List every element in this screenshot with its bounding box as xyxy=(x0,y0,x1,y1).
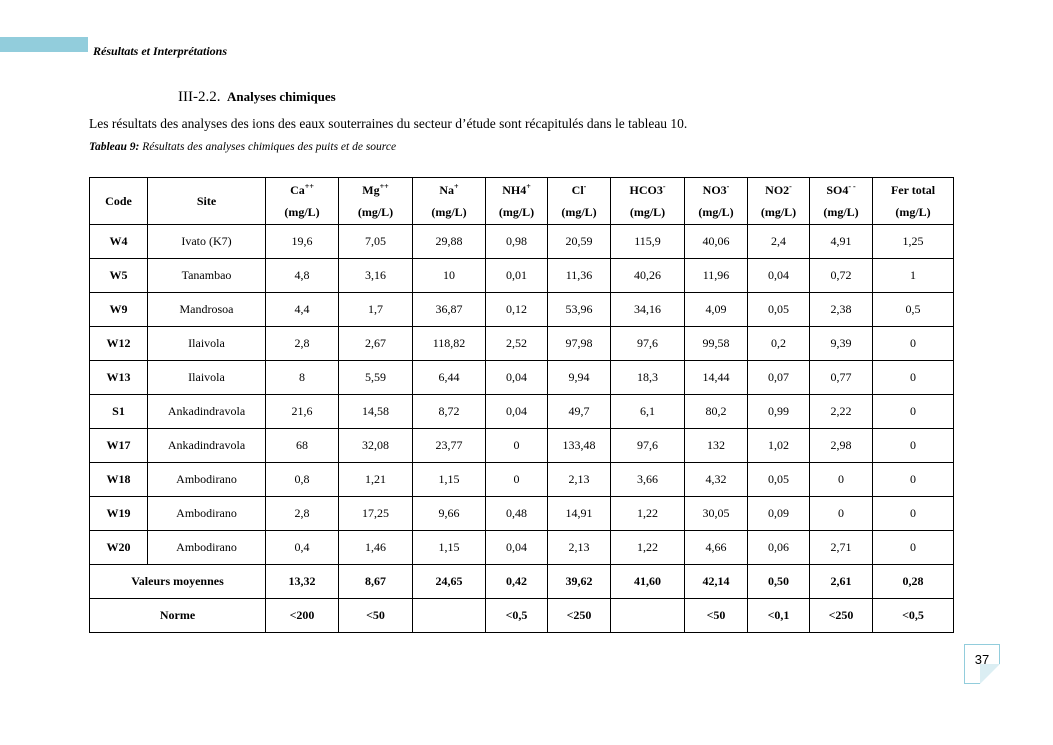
summary-value: 24,65 xyxy=(413,565,486,599)
cell-value: 3,16 xyxy=(339,259,413,293)
cell-value: 115,9 xyxy=(611,225,685,259)
caption-text: Résultats des analyses chimiques des puits et de source xyxy=(142,141,397,153)
cell-value: 0 xyxy=(873,497,954,531)
ion-name xyxy=(748,179,809,201)
cell-site: Ambodirano xyxy=(148,463,266,497)
header-ion xyxy=(266,178,339,225)
cell-value: 14,58 xyxy=(339,395,413,429)
cell-site: Ambodirano xyxy=(148,531,266,565)
summary-value: <0,5 xyxy=(486,599,548,633)
table-row xyxy=(90,361,954,395)
cell-value: 17,25 xyxy=(339,497,413,531)
page-number-box xyxy=(964,644,1000,684)
cell-value: 0 xyxy=(873,395,954,429)
ion-name xyxy=(611,179,684,201)
ion-symbol: NO2 xyxy=(765,183,790,197)
cell-value: 4,8 xyxy=(266,259,339,293)
ion-charge: ++ xyxy=(304,182,314,191)
cell-value: 2,13 xyxy=(548,531,611,565)
ion-charge: ++ xyxy=(379,182,389,191)
cell-value: 0 xyxy=(873,463,954,497)
summary-value: 41,60 xyxy=(611,565,685,599)
cell-value: 2,8 xyxy=(266,497,339,531)
ion-symbol: NO3 xyxy=(702,183,727,197)
summary-value: <0,1 xyxy=(748,599,810,633)
cell-value: 2,22 xyxy=(810,395,873,429)
cell-value: 1,25 xyxy=(873,225,954,259)
ion-charge: + xyxy=(454,182,459,191)
cell-value: 0,4 xyxy=(266,531,339,565)
cell-value: 21,6 xyxy=(266,395,339,429)
cell-value: 0,48 xyxy=(486,497,548,531)
table-row xyxy=(90,395,954,429)
ion-unit: (mg/L) xyxy=(823,205,859,219)
ion-unit: (mg/L) xyxy=(895,205,931,219)
ion-symbol: Mg xyxy=(362,183,380,197)
cell-value: 36,87 xyxy=(413,293,486,327)
cell-value: 0 xyxy=(873,361,954,395)
table-row xyxy=(90,327,954,361)
cell-value: 29,88 xyxy=(413,225,486,259)
ion-charge: - xyxy=(583,182,587,191)
cell-value: 68 xyxy=(266,429,339,463)
cell-value: 0 xyxy=(873,531,954,565)
cell-value: 0,98 xyxy=(486,225,548,259)
cell-value: 0 xyxy=(486,463,548,497)
summary-label: Valeurs moyennes xyxy=(90,565,266,599)
table-row xyxy=(90,293,954,327)
table-row xyxy=(90,259,954,293)
cell-value: 1,21 xyxy=(339,463,413,497)
ion-name xyxy=(266,179,338,201)
cell-value: 0,05 xyxy=(748,293,810,327)
cell-value: 1,15 xyxy=(413,463,486,497)
cell-value: 0,04 xyxy=(748,259,810,293)
cell-value: 1,02 xyxy=(748,429,810,463)
header-ion xyxy=(611,178,685,225)
cell-value: 32,08 xyxy=(339,429,413,463)
header-accent-bar xyxy=(0,37,88,52)
summary-value: 0,50 xyxy=(748,565,810,599)
summary-value: 0,42 xyxy=(486,565,548,599)
ion-unit: (mg/L) xyxy=(760,205,797,219)
header-ion xyxy=(685,178,748,225)
analysis-table xyxy=(89,177,954,633)
section-number: III-2.2. xyxy=(178,89,221,105)
cell-code: W13 xyxy=(90,361,148,395)
cell-value: 118,82 xyxy=(413,327,486,361)
ion-symbol: Cl xyxy=(571,183,584,197)
cell-site: Tanambao xyxy=(148,259,266,293)
cell-value: 40,06 xyxy=(685,225,748,259)
cell-value: 0 xyxy=(873,429,954,463)
table-row xyxy=(90,497,954,531)
cell-value: 2,8 xyxy=(266,327,339,361)
cell-value: 0,72 xyxy=(810,259,873,293)
ion-charge: - xyxy=(662,182,666,191)
summary-value: <250 xyxy=(810,599,873,633)
ion-symbol: Na xyxy=(439,183,455,197)
ion-name xyxy=(873,179,953,201)
cell-value: 2,67 xyxy=(339,327,413,361)
cell-code: W9 xyxy=(90,293,148,327)
cell-value: 0,07 xyxy=(748,361,810,395)
summary-label: Norme xyxy=(90,599,266,633)
ion-name xyxy=(810,179,872,201)
cell-code: W4 xyxy=(90,225,148,259)
ion-unit: (mg/L) xyxy=(498,205,535,219)
ion-symbol: Fer total xyxy=(890,183,936,197)
cell-value: 1,22 xyxy=(611,497,685,531)
summary-value: <50 xyxy=(685,599,748,633)
cell-value: 97,6 xyxy=(611,429,685,463)
cell-value: 80,2 xyxy=(685,395,748,429)
cell-value: 2,71 xyxy=(810,531,873,565)
cell-site: Ankadindravola xyxy=(148,395,266,429)
cell-value: 0,04 xyxy=(486,361,548,395)
cell-value: 0 xyxy=(810,463,873,497)
cell-site: Ankadindravola xyxy=(148,429,266,463)
cell-value: 14,91 xyxy=(548,497,611,531)
summary-row xyxy=(90,599,954,633)
table-caption xyxy=(89,141,396,153)
cell-value: 30,05 xyxy=(685,497,748,531)
header-ion xyxy=(748,178,810,225)
ion-unit: (mg/L) xyxy=(357,205,394,219)
cell-code: S1 xyxy=(90,395,148,429)
cell-value: 7,05 xyxy=(339,225,413,259)
ion-unit: (mg/L) xyxy=(561,205,597,219)
summary-row xyxy=(90,565,954,599)
ion-symbol: HCO3 xyxy=(629,183,663,197)
cell-site: Ambodirano xyxy=(148,497,266,531)
cell-value: 11,96 xyxy=(685,259,748,293)
cell-code: W17 xyxy=(90,429,148,463)
cell-value: 4,09 xyxy=(685,293,748,327)
cell-value: 0 xyxy=(810,497,873,531)
header-code: Code xyxy=(90,178,148,225)
ion-charge: + xyxy=(526,182,531,191)
cell-value: 0,01 xyxy=(486,259,548,293)
section-heading xyxy=(178,89,336,106)
cell-value: 1,7 xyxy=(339,293,413,327)
ion-unit: (mg/L) xyxy=(284,205,320,219)
summary-value: 0,28 xyxy=(873,565,954,599)
cell-value: 5,59 xyxy=(339,361,413,395)
cell-site: Ivato (K7) xyxy=(148,225,266,259)
ion-symbol: NH4 xyxy=(502,183,527,197)
cell-code: W19 xyxy=(90,497,148,531)
summary-value: 2,61 xyxy=(810,565,873,599)
cell-value: 34,16 xyxy=(611,293,685,327)
cell-value: 9,66 xyxy=(413,497,486,531)
cell-value: 0,04 xyxy=(486,395,548,429)
table-row xyxy=(90,463,954,497)
cell-site: Ilaivola xyxy=(148,361,266,395)
cell-value: 2,98 xyxy=(810,429,873,463)
cell-value: 14,44 xyxy=(685,361,748,395)
ion-unit: (mg/L) xyxy=(698,205,734,219)
page-number: 37 xyxy=(974,652,990,667)
ion-name xyxy=(413,179,485,201)
cell-value: 2,38 xyxy=(810,293,873,327)
cell-value: 97,6 xyxy=(611,327,685,361)
header-ion xyxy=(548,178,611,225)
intro-paragraph: Les résultats des analyses des ions des eaux souterraines du secteur d’étude sont récapitulés dans le tableau 10. xyxy=(89,116,688,131)
running-header: Résultats et Interprétations xyxy=(93,44,228,58)
ion-unit: (mg/L) xyxy=(431,205,467,219)
cell-value: 1,46 xyxy=(339,531,413,565)
cell-site: Mandrosoa xyxy=(148,293,266,327)
cell-value: 0,8 xyxy=(266,463,339,497)
cell-code: W20 xyxy=(90,531,148,565)
cell-code: W12 xyxy=(90,327,148,361)
cell-value: 0,99 xyxy=(748,395,810,429)
ion-name xyxy=(548,179,610,201)
cell-value: 0,06 xyxy=(748,531,810,565)
cell-site: Ilaivola xyxy=(148,327,266,361)
cell-value: 0,05 xyxy=(748,463,810,497)
summary-value: <50 xyxy=(339,599,413,633)
cell-value: 0,09 xyxy=(748,497,810,531)
cell-value: 0,5 xyxy=(873,293,954,327)
cell-value: 40,26 xyxy=(611,259,685,293)
cell-value: 8 xyxy=(266,361,339,395)
cell-value: 19,6 xyxy=(266,225,339,259)
cell-value: 11,36 xyxy=(548,259,611,293)
section-title: Analyses chimiques xyxy=(227,89,336,104)
cell-code: W5 xyxy=(90,259,148,293)
summary-value xyxy=(611,599,685,633)
summary-value: 13,32 xyxy=(266,565,339,599)
cell-value: 3,66 xyxy=(611,463,685,497)
cell-value: 23,77 xyxy=(413,429,486,463)
summary-value: <0,5 xyxy=(873,599,954,633)
ion-charge: - - xyxy=(848,182,856,191)
header-ion xyxy=(486,178,548,225)
ion-charge: - xyxy=(789,182,792,191)
cell-value: 97,98 xyxy=(548,327,611,361)
ion-symbol: Ca xyxy=(290,183,305,197)
cell-value: 6,1 xyxy=(611,395,685,429)
header-ion xyxy=(810,178,873,225)
summary-value: <200 xyxy=(266,599,339,633)
table-header-row xyxy=(90,178,954,225)
cell-value: 10 xyxy=(413,259,486,293)
ion-name xyxy=(486,179,547,201)
cell-code: W18 xyxy=(90,463,148,497)
cell-value: 0 xyxy=(873,327,954,361)
cell-value: 9,94 xyxy=(548,361,611,395)
cell-value: 49,7 xyxy=(548,395,611,429)
cell-value: 8,72 xyxy=(413,395,486,429)
cell-value: 0,12 xyxy=(486,293,548,327)
header-site: Site xyxy=(148,178,266,225)
summary-value: 42,14 xyxy=(685,565,748,599)
cell-value: 4,4 xyxy=(266,293,339,327)
summary-value xyxy=(413,599,486,633)
cell-value: 0,2 xyxy=(748,327,810,361)
header-ion xyxy=(413,178,486,225)
table-row xyxy=(90,225,954,259)
cell-value: 133,48 xyxy=(548,429,611,463)
cell-value: 2,52 xyxy=(486,327,548,361)
cell-value: 0,77 xyxy=(810,361,873,395)
ion-charge: - xyxy=(726,182,730,191)
table-row xyxy=(90,429,954,463)
summary-value: 39,62 xyxy=(548,565,611,599)
cell-value: 1,15 xyxy=(413,531,486,565)
cell-value: 4,66 xyxy=(685,531,748,565)
cell-value: 99,58 xyxy=(685,327,748,361)
cell-value: 1,22 xyxy=(611,531,685,565)
cell-value: 4,91 xyxy=(810,225,873,259)
cell-value: 2,4 xyxy=(748,225,810,259)
page-corner-fold xyxy=(980,664,1000,684)
cell-value: 9,39 xyxy=(810,327,873,361)
ion-name xyxy=(339,179,412,201)
cell-value: 20,59 xyxy=(548,225,611,259)
cell-value: 0,04 xyxy=(486,531,548,565)
ion-symbol: SO4 xyxy=(826,183,849,197)
summary-value: <250 xyxy=(548,599,611,633)
cell-value: 18,3 xyxy=(611,361,685,395)
cell-value: 4,32 xyxy=(685,463,748,497)
table-row xyxy=(90,531,954,565)
summary-value: 8,67 xyxy=(339,565,413,599)
cell-value: 2,13 xyxy=(548,463,611,497)
cell-value: 1 xyxy=(873,259,954,293)
cell-value: 6,44 xyxy=(413,361,486,395)
caption-lead: Tableau 9: xyxy=(89,141,140,153)
ion-unit: (mg/L) xyxy=(629,205,666,219)
header-ion xyxy=(339,178,413,225)
header-ion xyxy=(873,178,954,225)
ion-name xyxy=(685,179,747,201)
cell-value: 132 xyxy=(685,429,748,463)
cell-value: 53,96 xyxy=(548,293,611,327)
cell-value: 0 xyxy=(486,429,548,463)
